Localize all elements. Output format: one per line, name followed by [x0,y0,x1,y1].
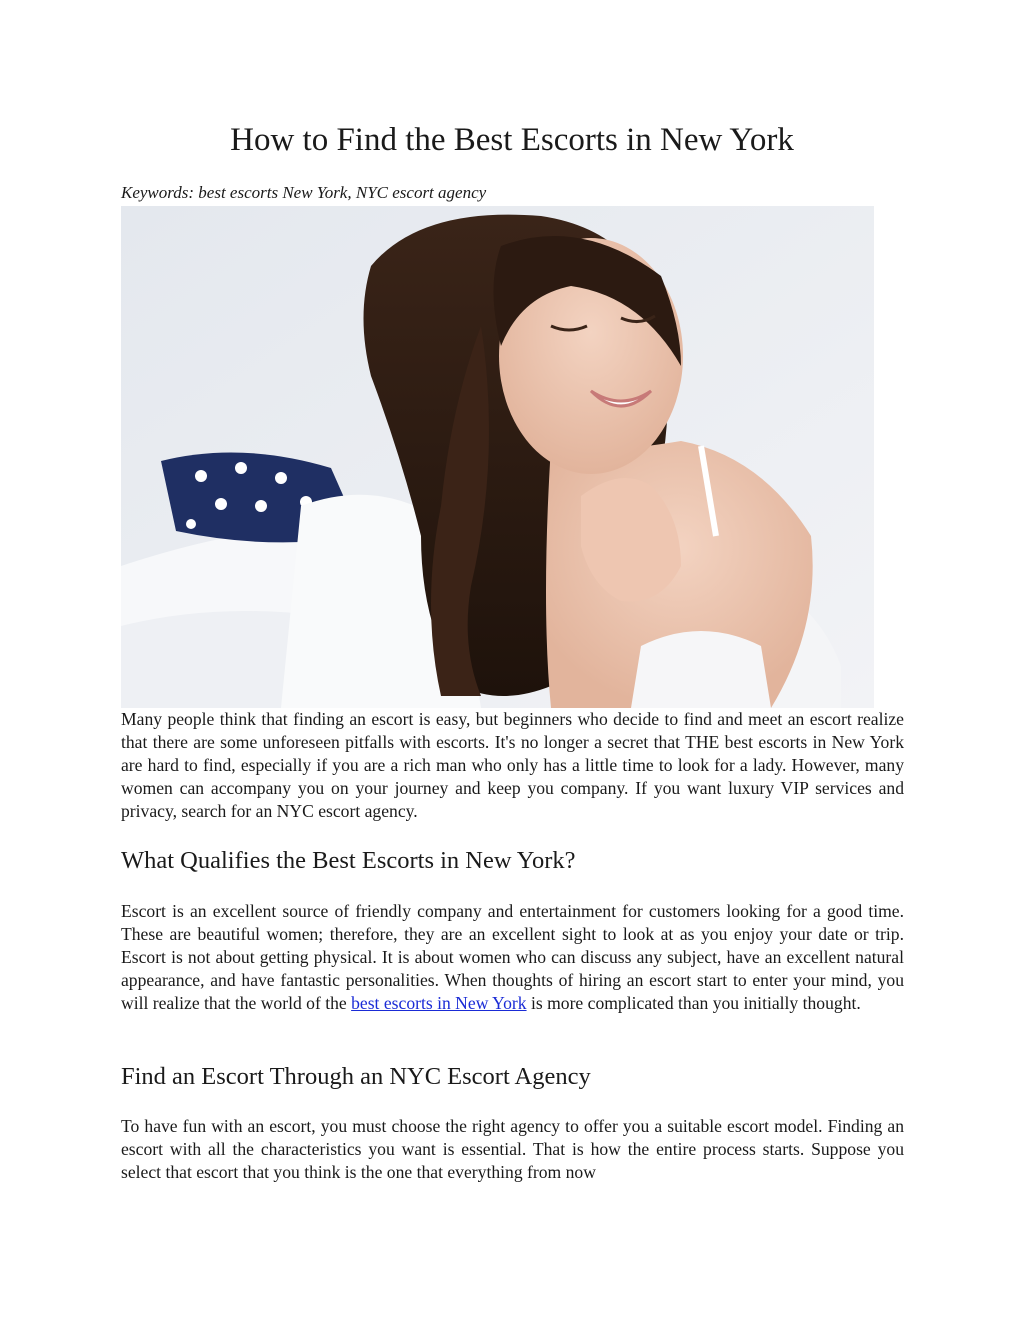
hero-photo-illustration [121,206,874,708]
hero-photo [121,206,874,708]
agency-paragraph: To have fun with an escort, you must choose the right agency to offer you a suitable escort model. Finding an escort with all the characteristics you want is essential. That is how the entire process starts. Suppose you select that escort that you think is the one that everything from now [121,1116,904,1182]
qualifies-paragraph [121,900,904,1015]
qualifies-paragraph-text: Escort is an excellent source of friendly company and entertainment for customers looking for a good time. These are beautiful women; therefore, they are an excellent sight to look at as you enjoy your date or trip. Escort is not about getting physical. It is about women who can discuss any subject, have an excellent natural appearance, and have fantastic personalities. When thoughts of hiring an escort start to enter your mind, you will realize that the world of the [121,901,904,1013]
section-heading-agency: Find an Escort Through an NYC Escort Agency [121,1063,591,1090]
section-heading-qualifies: What Qualifies the Best Escorts in New York? [121,847,576,874]
qualifies-paragraph-text-end: is more complicated than you initially thought. [526,993,861,1013]
best-escorts-link[interactable]: best escorts in New York [351,993,527,1013]
intro-paragraph: Many people think that finding an escort is easy, but beginners who decide to find and meet an escort realize that there are some unforeseen pitfalls with escorts. It's no longer a secret that THE best escorts in New York are hard to find, especially if you are a rich man who only has a little time to look for a lady. However, many women can accompany you on your journey and keep you company. If you want luxury VIP services and privacy, search for an NYC escort agency. [121,709,904,821]
keywords-line: Keywords: best escorts New York, NYC escort agency [121,183,487,202]
document-title: How to Find the Best Escorts in New York [230,122,794,158]
